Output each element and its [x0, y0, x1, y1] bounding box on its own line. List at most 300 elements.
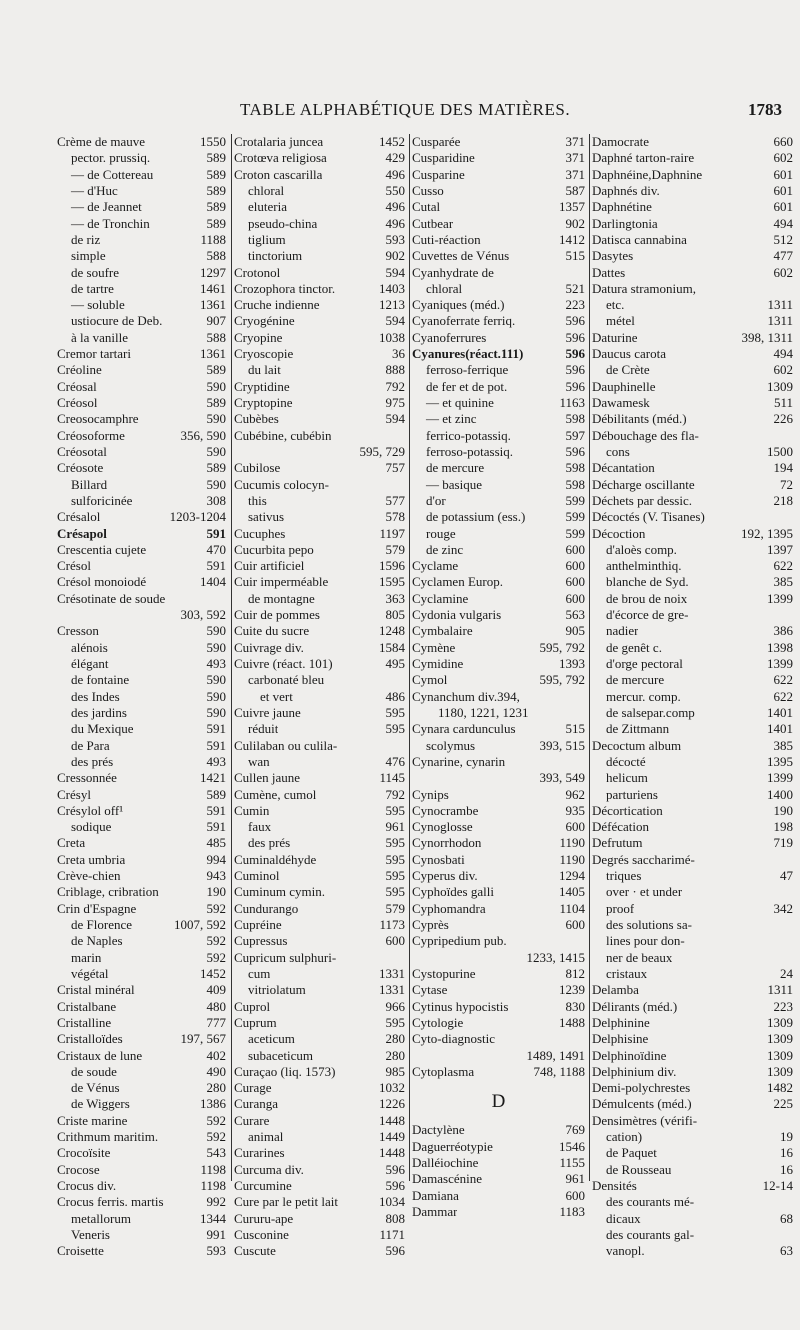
index-entry [232, 411, 408, 427]
entry-term: Daturine [592, 329, 638, 345]
entry-term: de zinc [426, 541, 464, 557]
entry-term: de Vénus [71, 1080, 120, 1096]
entry-term: Créoline [57, 362, 102, 378]
entry-page-ref: 1361 [200, 297, 226, 313]
entry-term: Cuir de pommes [234, 607, 320, 623]
index-entry [55, 656, 229, 672]
index-entry [232, 1096, 408, 1112]
entry-page-ref: 226 [773, 411, 793, 427]
entry-page-ref: 579 [385, 541, 405, 557]
entry-page-ref: 485 [206, 835, 226, 851]
entry-term: du Mexique [71, 721, 134, 737]
index-entry [55, 803, 229, 819]
entry-term: Dasytes [592, 248, 634, 264]
entry-page-ref: 1596 [379, 558, 405, 574]
index-entry [232, 803, 408, 819]
entry-term: Creta umbria [57, 851, 126, 867]
index-entry [232, 738, 408, 754]
entry-page-ref: 595 [385, 868, 405, 884]
entry-page-ref: 496 [385, 215, 405, 231]
entry-page-ref: 496 [385, 166, 405, 182]
entry-term: dicaux [606, 1210, 641, 1226]
entry-term: Cymol [412, 672, 448, 688]
entry-page-ref: 1452 [200, 965, 226, 981]
entry-term: Daucus carota [592, 346, 666, 362]
index-entry [590, 950, 796, 966]
entry-term: du lait [248, 362, 281, 378]
entry-page-ref: 371 [565, 166, 585, 182]
entry-page-ref: 935 [565, 802, 585, 818]
entry-page-ref: 496 [385, 199, 405, 215]
index-entry [410, 216, 588, 232]
entry-page-ref: 1399 [767, 770, 793, 786]
entry-page-ref: 402 [206, 1047, 226, 1063]
entry-term: Delphisine [592, 1031, 649, 1047]
index-entry [590, 819, 796, 835]
entry-page-ref: 579 [385, 900, 405, 916]
entry-page-ref: 590 [206, 411, 226, 427]
index-entry [55, 787, 229, 803]
entry-page-ref: 480 [206, 998, 226, 1014]
entry-term: Cumène, cumol [234, 786, 317, 802]
entry-term: Cumin [234, 802, 270, 818]
entry-term: Cristalline [57, 1014, 112, 1030]
index-entry [55, 362, 229, 378]
entry-term: Créosote [57, 460, 104, 476]
entry-page-ref: 1188 [200, 231, 226, 247]
index-entry [410, 933, 588, 949]
entry-term: sativus [248, 509, 285, 525]
index-entry [232, 672, 408, 688]
index-entry [55, 183, 229, 199]
entry-term: de Zittmann [606, 721, 670, 737]
entry-term: helicum [606, 770, 648, 786]
index-entry [410, 167, 588, 183]
entry-page-ref: 1145 [379, 770, 405, 786]
index-entry [55, 721, 229, 737]
entry-term: Cyanures(réact.111) [412, 346, 524, 362]
entry-term: faux [248, 819, 272, 835]
index-entry [232, 542, 408, 558]
index-entry [410, 803, 588, 819]
index-entry [410, 591, 588, 607]
entry-term: alénois [71, 639, 108, 655]
index-entry [55, 1227, 229, 1243]
index-entry [410, 199, 588, 215]
entry-term: Crocoïsite [57, 1145, 111, 1161]
index-entry [55, 150, 229, 166]
entry-term: Cytase [412, 982, 448, 998]
entry-page-ref: 994 [206, 851, 226, 867]
index-entry [590, 884, 796, 900]
entry-term: Creosocamphre [57, 411, 139, 427]
index-entry [232, 1227, 408, 1243]
index-entry [232, 199, 408, 215]
entry-page-ref: 1393 [559, 656, 585, 671]
index-entry [232, 574, 408, 590]
entry-term: Cururu-ape [234, 1210, 294, 1226]
entry-page-ref: 888 [385, 362, 405, 378]
index-entry [590, 672, 796, 688]
entry-page-ref [789, 1227, 793, 1243]
entry-term: Cutal [412, 199, 441, 215]
entry-page-ref: 594 [385, 411, 405, 427]
index-entry [410, 183, 588, 199]
entry-term: Cutbear [412, 215, 454, 231]
index-entry [55, 868, 229, 884]
index-entry [232, 1145, 408, 1161]
entry-page-ref: 590 [206, 623, 226, 639]
index-entry [232, 379, 408, 395]
entry-term: réduit [248, 721, 279, 737]
entry-term: Cynarine, cynarin [412, 753, 506, 769]
entry-term: Crésylol off¹ [57, 802, 124, 818]
entry-term: ner de beaux [606, 949, 673, 965]
entry-page-ref: 1357 [559, 199, 585, 215]
index-entry [55, 672, 229, 688]
entry-term: des courants gal- [606, 1226, 695, 1242]
entry-term: décocté [606, 753, 646, 769]
index-entry [232, 966, 408, 982]
index-entry [55, 999, 229, 1015]
index-entry [590, 411, 796, 427]
entry-page-ref: 342 [773, 900, 793, 916]
index-entry [55, 1048, 229, 1064]
index-entry [590, 1194, 796, 1210]
entry-page-ref: 1233, 1415 [526, 949, 585, 965]
index-entry [590, 852, 796, 868]
entry-term: pector. prussiq. [71, 150, 151, 166]
entry-page-ref: 515 [565, 721, 585, 737]
index-entry [590, 835, 796, 851]
entry-term: Decoctum album [592, 737, 682, 753]
index-entry [55, 884, 229, 900]
entry-term: Billard [71, 476, 108, 492]
index-entry [55, 770, 229, 786]
entry-page-ref: 595 [385, 1014, 405, 1030]
entry-term: Cuminum cymin. [234, 884, 325, 900]
entry-page-ref: 962 [565, 786, 585, 802]
index-entry [590, 738, 796, 754]
entry-page-ref [789, 509, 793, 525]
entry-term: Curaçao (liq. 1573) [234, 1063, 336, 1079]
entry-term: Cryptidine [234, 378, 290, 394]
index-entry [55, 232, 229, 248]
entry-term: rouge [426, 525, 456, 541]
entry-page-ref: 592 [206, 1112, 226, 1128]
entry-page-ref: 595 [385, 704, 405, 720]
entry-page-ref: 577 [385, 492, 405, 508]
entry-term: Cynoglosse [412, 819, 473, 835]
entry-page-ref: 812 [565, 965, 585, 981]
index-entry [590, 591, 796, 607]
entry-page-ref: 1489, 1491 [526, 1047, 585, 1063]
entry-term: Cupréine [234, 917, 282, 932]
entry-page-ref: 1449 [379, 1129, 405, 1145]
index-entry [232, 558, 408, 574]
entry-term: Cystopurine [412, 965, 476, 981]
entry-page-ref [581, 933, 585, 949]
entry-page-ref: 590 [206, 378, 226, 394]
entry-page-ref: 308 [206, 492, 226, 508]
entry-page-ref: 1448 [379, 1112, 405, 1128]
entry-page-ref: 1213 [379, 297, 405, 313]
entry-page-ref: 595 [385, 802, 405, 818]
entry-page-ref: 476 [385, 753, 405, 769]
entry-page-ref: 1401 [767, 721, 793, 737]
entry-term: aceticum [248, 1031, 295, 1047]
entry-term: Cytinus hypocistis [412, 998, 509, 1014]
index-entry [590, 477, 796, 493]
entry-page-ref: 589 [206, 166, 226, 182]
entry-term: des Indes [71, 688, 120, 704]
entry-term: — de Tronchin [71, 215, 150, 231]
entry-term: — basique [426, 476, 482, 492]
index-entry [410, 884, 588, 900]
entry-page-ref: 511 [773, 395, 793, 410]
entry-term: simple [71, 248, 106, 264]
entry-page-ref: 769 [565, 1122, 585, 1138]
index-entry [232, 509, 408, 525]
entry-term: — soluble [71, 297, 125, 313]
entry-term: Créosotal [57, 443, 107, 459]
entry-term: Cuprum [234, 1014, 277, 1030]
entry-term: Degrés saccharimé- [592, 851, 695, 867]
entry-page-ref: 303, 592 [180, 607, 226, 623]
entry-page-ref [789, 1194, 793, 1210]
entry-term: Crotonol [234, 264, 281, 280]
entry-page-ref: 808 [385, 1210, 405, 1226]
entry-page-ref: 596 [385, 1161, 405, 1177]
entry-page-ref: 12-14 [762, 1178, 793, 1193]
entry-page-ref: 589 [206, 215, 226, 231]
index-entry [232, 901, 408, 917]
entry-page-ref: 596 [385, 1178, 405, 1193]
entry-term: Crésapol [57, 525, 107, 541]
index-entry [55, 558, 229, 574]
entry-term: triques [606, 868, 642, 884]
entry-term: animal [248, 1129, 284, 1145]
entry-term: Cressonnée [57, 770, 117, 786]
entry-term: de Florence [71, 917, 133, 932]
index-entry [410, 656, 588, 672]
entry-page-ref: 190 [773, 802, 793, 818]
entry-term: Cuprol [234, 998, 271, 1014]
index-entry [232, 705, 408, 721]
index-entry [410, 526, 588, 542]
index-entry [590, 1064, 796, 1080]
index-entry [410, 901, 588, 917]
entry-page-ref: 792 [385, 378, 405, 394]
entry-term: de soufre [71, 264, 120, 280]
entry-term: Décharge oscillante [592, 476, 695, 492]
page-number: 1783 [748, 100, 782, 119]
entry-term: Créosol [57, 395, 98, 410]
entry-term: Curanga [234, 1096, 279, 1112]
entry-page-ref: 600 [565, 558, 585, 574]
entry-term: lines pour don- [606, 933, 685, 949]
entry-term: subaceticum [248, 1047, 313, 1063]
entry-term: Crotœva religiosa [234, 150, 327, 166]
index-entry [590, 721, 796, 737]
index-column-3 [409, 134, 588, 1219]
entry-page-ref: 223 [773, 998, 793, 1014]
entry-page-ref: 543 [206, 1145, 226, 1161]
entry-page-ref: 1171 [379, 1226, 405, 1242]
index-entry [410, 950, 588, 966]
entry-page-ref: 1412 [559, 231, 585, 247]
entry-page-ref: 590 [206, 704, 226, 720]
entry-term: Cyphoïdes galli [412, 884, 494, 900]
entry-page-ref: 36 [392, 346, 405, 362]
entry-term: Densimètres (vérifi- [592, 1112, 698, 1128]
index-entry [410, 574, 588, 590]
index-entry [410, 787, 588, 803]
index-entry [590, 460, 796, 476]
entry-term: Cundurango [234, 900, 299, 916]
entry-page-ref: 1399 [767, 590, 793, 606]
entry-term: de mercure [606, 672, 665, 688]
entry-term: Cyclame [412, 558, 459, 574]
index-entry [55, 1113, 229, 1129]
entry-term: Defrutum [592, 835, 643, 851]
index-entry [590, 1243, 796, 1259]
index-entry [410, 819, 588, 835]
index-entry [410, 770, 588, 786]
index-entry [55, 1080, 229, 1096]
entry-page-ref: 1203-1204 [169, 509, 226, 525]
entry-term: de potassium (ess.) [426, 509, 526, 525]
entry-term: cristaux [606, 965, 648, 981]
index-entry [232, 999, 408, 1015]
entry-term: Cucuphes [234, 525, 286, 541]
index-entry [55, 444, 229, 460]
entry-term: Crésotinate de soude [57, 590, 166, 606]
entry-page-ref: 1399 [767, 656, 793, 671]
entry-page-ref: 24 [780, 965, 793, 981]
entry-page-ref: 600 [565, 917, 585, 932]
entry-page-ref: 985 [385, 1063, 405, 1079]
index-entry [55, 1096, 229, 1112]
entry-term: de genêt c. [606, 639, 662, 655]
entry-page-ref: 902 [385, 248, 405, 264]
index-entry [410, 1204, 588, 1220]
entry-page-ref: 596 [565, 346, 585, 362]
entry-page-ref: 589 [206, 395, 226, 410]
entry-page-ref: 622 [773, 672, 793, 688]
entry-term: — et zinc [426, 411, 477, 427]
entry-page-ref: 596 [565, 378, 585, 394]
index-entry [410, 721, 588, 737]
index-entry [590, 199, 796, 215]
entry-term: Cuivre (réact. 101) [234, 656, 333, 671]
index-entry [410, 852, 588, 868]
entry-term: Cuite du sucre [234, 623, 310, 639]
entry-page-ref: 494 [773, 215, 793, 231]
index-entry [232, 1162, 408, 1178]
entry-page-ref: 63 [780, 1243, 793, 1259]
entry-page-ref: 1038 [379, 329, 405, 345]
index-entry [232, 1031, 408, 1047]
entry-page-ref [789, 607, 793, 623]
index-entry [410, 509, 588, 525]
index-columns [55, 134, 800, 1259]
entry-page-ref [401, 428, 405, 444]
index-entry [232, 917, 408, 933]
entry-page-ref: 748, 1188 [533, 1063, 585, 1079]
index-entry [410, 738, 588, 754]
entry-page-ref: 1361 [200, 346, 226, 362]
entry-term: Cryogénine [234, 313, 295, 329]
entry-term: Damascénine [412, 1171, 483, 1187]
entry-page-ref: 1309 [767, 1031, 793, 1047]
entry-page-ref: 1163 [559, 395, 585, 410]
index-entry [410, 1139, 588, 1155]
entry-page-ref: 190 [206, 884, 226, 900]
entry-page-ref: 1226 [379, 1096, 405, 1112]
entry-term: Cyclamen Europ. [412, 574, 503, 590]
entry-page-ref [401, 738, 405, 754]
entry-page-ref: 563 [565, 607, 585, 623]
entry-page-ref: 1452 [379, 134, 405, 149]
entry-term: Cynara cardunculus [412, 721, 516, 737]
section-letter: D [491, 1091, 506, 1113]
index-entry [590, 362, 796, 378]
entry-term: Densités [592, 1178, 637, 1193]
entry-page-ref: 218 [773, 492, 793, 508]
index-entry [232, 884, 408, 900]
index-entry [55, 640, 229, 656]
entry-term: Darlingtonia [592, 215, 658, 231]
index-entry [590, 1162, 796, 1178]
entry-page-ref: 521 [565, 280, 585, 296]
entry-page-ref: 601 [773, 199, 793, 215]
entry-page-ref: 1183 [559, 1204, 585, 1219]
entry-term: Cusparée [412, 134, 461, 149]
entry-term: — d'Huc [71, 182, 118, 198]
entry-term: Daphné tarton-raire [592, 150, 695, 166]
index-entry [410, 362, 588, 378]
entry-page-ref: 1500 [767, 443, 793, 459]
index-entry [232, 1080, 408, 1096]
entry-page-ref: 515 [565, 248, 585, 264]
entry-page-ref: 1104 [559, 900, 585, 916]
entry-term: vitriolatum [248, 982, 306, 998]
entry-term: nadier [606, 623, 639, 639]
index-entry [590, 966, 796, 982]
index-entry [410, 493, 588, 509]
entry-page-ref: 590 [206, 476, 226, 492]
entry-page-ref: 589 [206, 786, 226, 802]
index-entry [410, 705, 588, 721]
entry-term: Cubébine, cubébin [234, 427, 332, 443]
entry-term: Cyanhydrate de [412, 264, 494, 280]
entry-page-ref: 600 [565, 819, 585, 835]
index-entry [232, 868, 408, 884]
entry-page-ref [581, 754, 585, 770]
entry-term: Délirants (méd.) [592, 998, 678, 1014]
index-entry [410, 1031, 588, 1047]
index-entry [232, 656, 408, 672]
entry-term: ferroso-potassiq. [426, 443, 514, 459]
entry-term: sulforicinée [71, 492, 133, 508]
page-title: TABLE ALPHABÉTIQUE DES MATIÈRES. [240, 100, 571, 119]
entry-page-ref: 592 [206, 900, 226, 916]
entry-term: parturiens [606, 786, 658, 802]
entry-term: Crocose [57, 1161, 100, 1177]
entry-term: Cusconine [234, 1226, 289, 1242]
entry-page-ref: 1403 [379, 280, 405, 296]
